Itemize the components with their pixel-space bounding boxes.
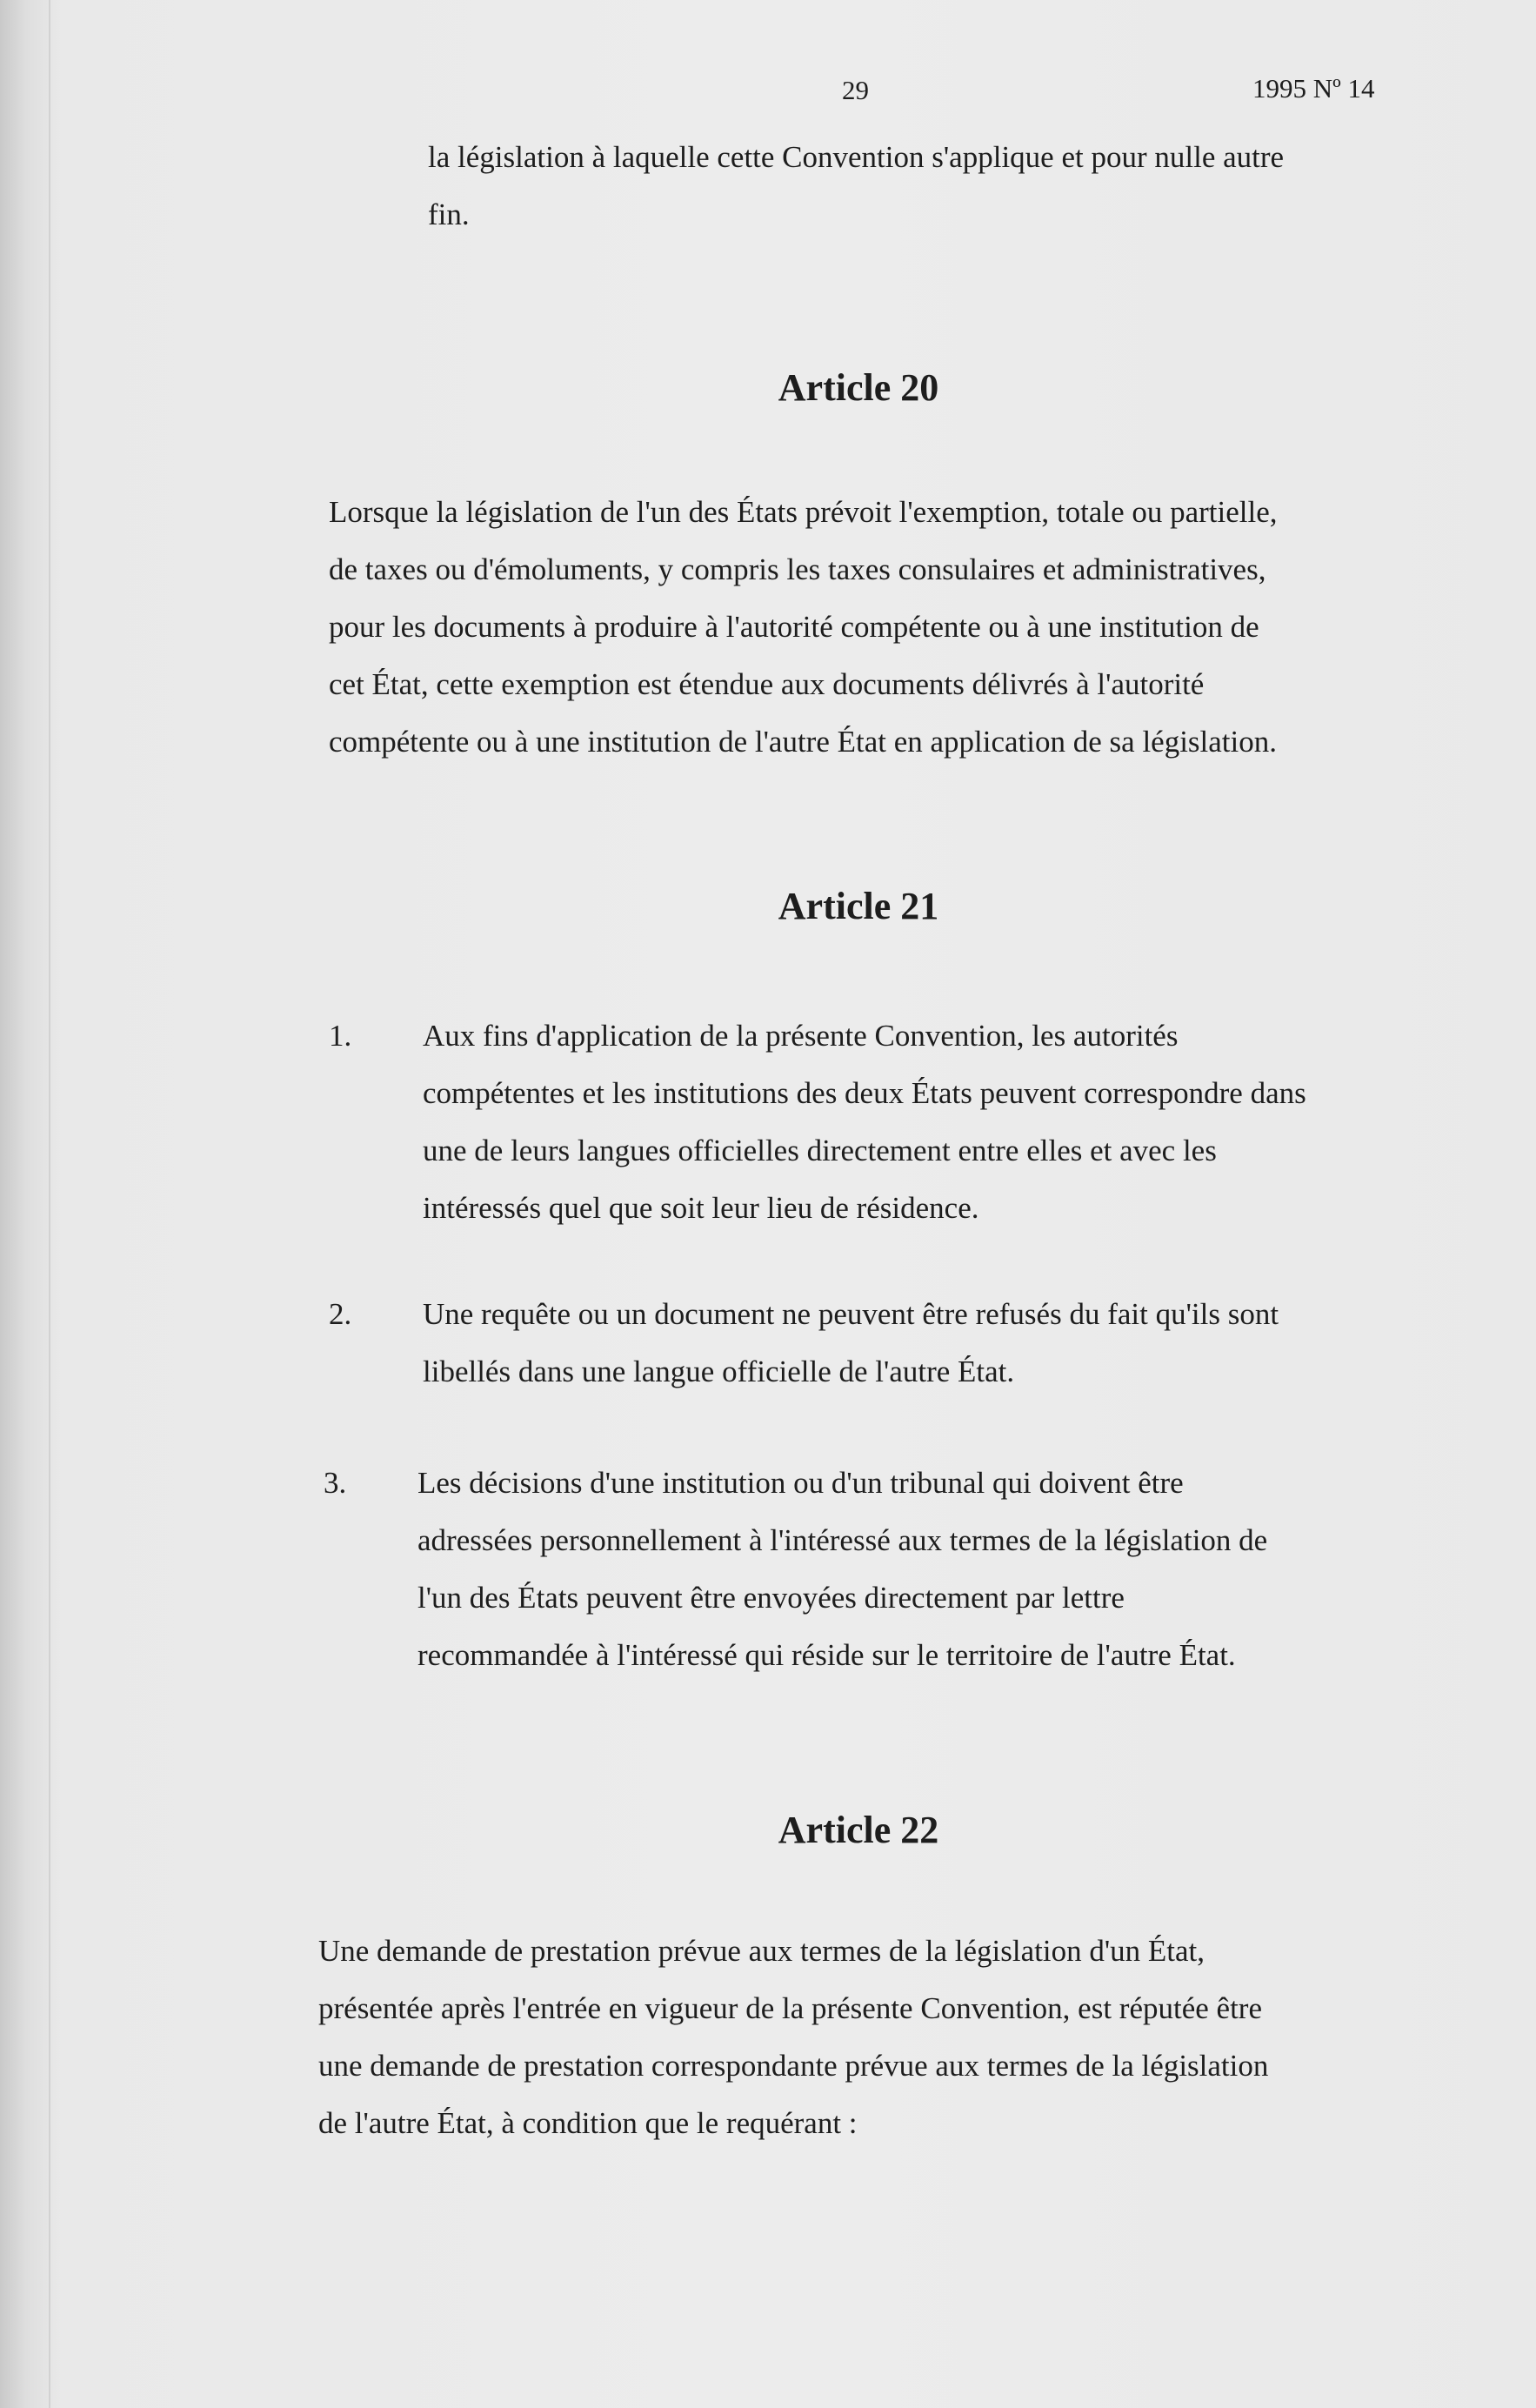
page-number: 29 — [842, 75, 869, 105]
paragraph-line: de l'autre État, à condition que le requérant : — [318, 2106, 858, 2140]
page-header — [0, 68, 1536, 103]
paragraph-line: Une demande de prestation prévue aux termes de la législation d'un État, — [318, 1934, 1205, 1968]
document-reference: 1995 Nº 14 — [1252, 73, 1375, 104]
item-line: l'un des États peuvent être envoyées directement par lettre — [417, 1581, 1125, 1615]
item-number: 1. — [329, 1019, 352, 1053]
paragraph-line: de taxes ou d'émoluments, y compris les taxes consulaires et administratives, — [329, 552, 1266, 586]
article-22-paragraph — [318, 1923, 1268, 2152]
item-line: adressées personnellement à l'intéressé aux termes de la législation de — [417, 1523, 1268, 1557]
binding-edge — [49, 0, 50, 2408]
paragraph-line: une demande de prestation correspondante prévue aux termes de la législation — [318, 2049, 1269, 2083]
paragraph-line: Lorsque la législation de l'un des États prévoit l'exemption, totale ou partielle, — [329, 495, 1278, 529]
paragraph-line: cet État, cette exemption est étendue aux documents délivrés à l'autorité — [329, 667, 1205, 701]
article-21-heading: Article 21 — [778, 885, 939, 927]
item-line: compétentes et les institutions des deux États peuvent correspondre dans — [423, 1076, 1306, 1110]
item-line: Les décisions d'une institution ou d'un tribunal qui doivent être — [417, 1466, 1184, 1500]
item-number: 2. — [329, 1297, 352, 1331]
paragraph-line: fin. — [428, 197, 470, 231]
paragraph-line: présentée après l'entrée en vigueur de la présente Convention, est réputée être — [318, 1991, 1262, 2025]
item-line: Aux fins d'application de la présente Convention, les autorités — [423, 1019, 1179, 1053]
paragraph-line: la législation à laquelle cette Convention s'applique et pour nulle autre — [428, 140, 1285, 174]
paragraph-line: pour les documents à produire à l'autorité compétente ou à une institution de — [329, 610, 1259, 644]
article-20-paragraph — [329, 484, 1278, 771]
item-line: une de leurs langues officielles directement entre elles et avec les — [423, 1134, 1217, 1167]
item-line: Une requête ou un document ne peuvent être refusés du fait qu'ils sont — [423, 1297, 1279, 1331]
item-text — [423, 1007, 1379, 1237]
item-line: libellés dans une langue officielle de l'autre État. — [423, 1354, 1015, 1388]
item-text — [423, 1286, 1379, 1401]
article-20-heading: Article 20 — [778, 366, 939, 409]
item-text — [417, 1455, 1374, 1684]
continuation-paragraph — [428, 129, 1284, 244]
paragraph-line: compétente ou à une institution de l'autre État en application de sa législation. — [329, 725, 1278, 759]
article-22-heading: Article 22 — [778, 1809, 939, 1851]
item-line: intéressés quel que soit leur lieu de résidence. — [423, 1191, 979, 1225]
item-line: recommandée à l'intéressé qui réside sur le territoire de l'autre État. — [417, 1638, 1236, 1672]
item-number: 3. — [324, 1466, 347, 1500]
